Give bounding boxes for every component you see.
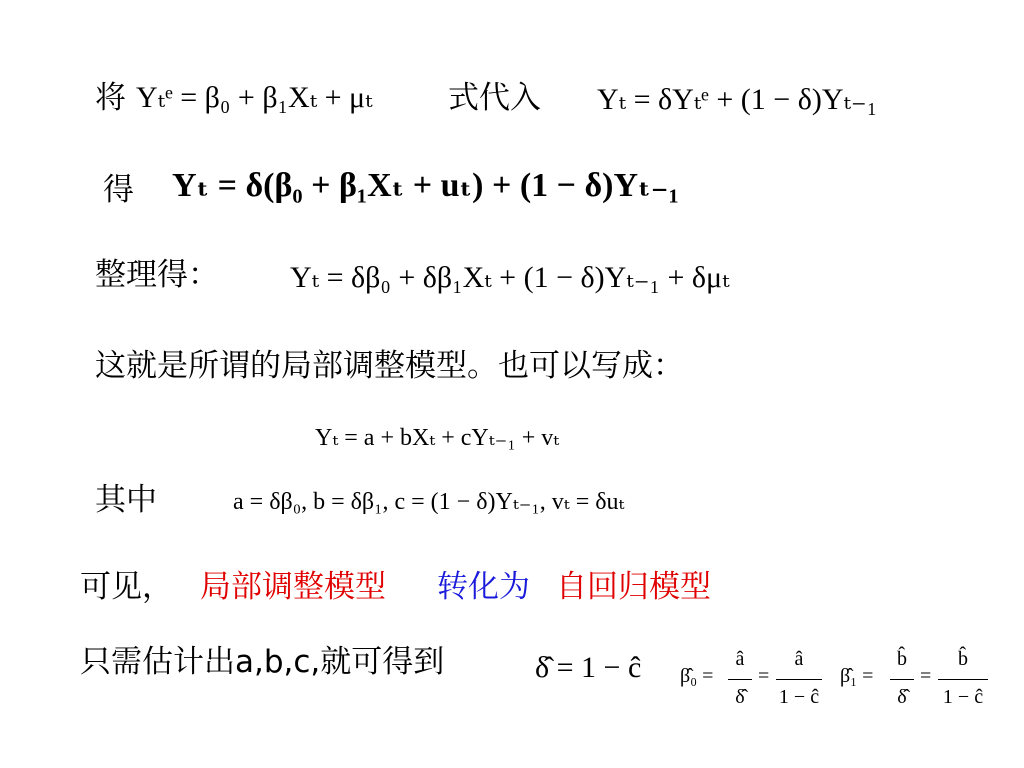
equals-sign: = — [758, 665, 770, 687]
beta1-hat-label: β̂₁ = — [840, 665, 874, 687]
beta1-fraction-2-numerator: b̂ — [958, 648, 968, 670]
beta0-fraction-2 — [774, 648, 824, 718]
substituted-equation: Yₜ = δ(β₀ + β₁Xₜ + uₜ) + (1 − δ)Yₜ₋₁ — [172, 167, 679, 204]
beta0-fraction-1 — [726, 648, 754, 718]
beta0-fraction-1-numerator: â — [735, 648, 745, 670]
explanation-text: 这就是所谓的局部调整模型。也可以写成： — [95, 348, 684, 384]
beta0-fraction-2-numerator: â — [794, 648, 804, 670]
line6-prefix: 其中 — [95, 482, 157, 518]
adaptive-equation: Yₜ = δYₜᵉ + (1 − δ)Yₜ₋₁ — [597, 83, 878, 116]
line2-prefix: 得 — [103, 172, 134, 208]
line7-prefix: 可见， — [80, 569, 173, 605]
beta1-fraction-2-denominator: 1 − ĉ — [942, 686, 984, 708]
beta0-fraction-1-denominator: δ̂ — [735, 686, 745, 708]
line1-prefix: 将 — [95, 80, 126, 116]
rearranged-equation: Yₜ = δβ₀ + δβ₁Xₜ + (1 − δ)Yₜ₋₁ + δμₜ — [290, 261, 730, 294]
fraction-bar — [938, 679, 988, 680]
line3-prefix: 整理得： — [95, 257, 219, 293]
fraction-bar — [728, 679, 752, 680]
beta0-fraction-2-denominator: 1 − ĉ — [778, 686, 820, 708]
line1-mid-text: 式代入 — [448, 80, 541, 116]
beta1-fraction-2 — [936, 648, 990, 718]
expectation-equation: Yₜᵉ = β₀ + β₁Xₜ + μₜ — [136, 81, 373, 114]
delta-hat-equation: δ̂ = 1 − ĉ — [535, 651, 642, 684]
beta0-hat-label: β̂₀ = — [680, 665, 714, 687]
autoregressive-model-text: 自回归模型 — [556, 569, 711, 605]
parameter-definitions: a = δβ₀, b = δβ₁, c = (1 − δ)Yₜ₋₁, vₜ = δuₜ — [233, 489, 625, 515]
line8-prefix: 只需估计出a,b,c,就可得到 — [80, 644, 445, 680]
beta1-fraction-1-numerator: b̂ — [897, 648, 907, 670]
beta1-fraction-1-denominator: δ̂ — [897, 686, 907, 708]
fraction-bar — [890, 679, 914, 680]
autoregressive-form-equation: Yₜ = a + bXₜ + cYₜ₋₁ + vₜ — [315, 425, 560, 451]
beta1-fraction-1 — [888, 648, 916, 718]
equals-sign: = — [920, 665, 932, 687]
partial-adjustment-model-text: 局部调整模型 — [200, 569, 386, 605]
transforms-into-text: 转化为 — [437, 569, 530, 605]
fraction-bar — [776, 679, 822, 680]
